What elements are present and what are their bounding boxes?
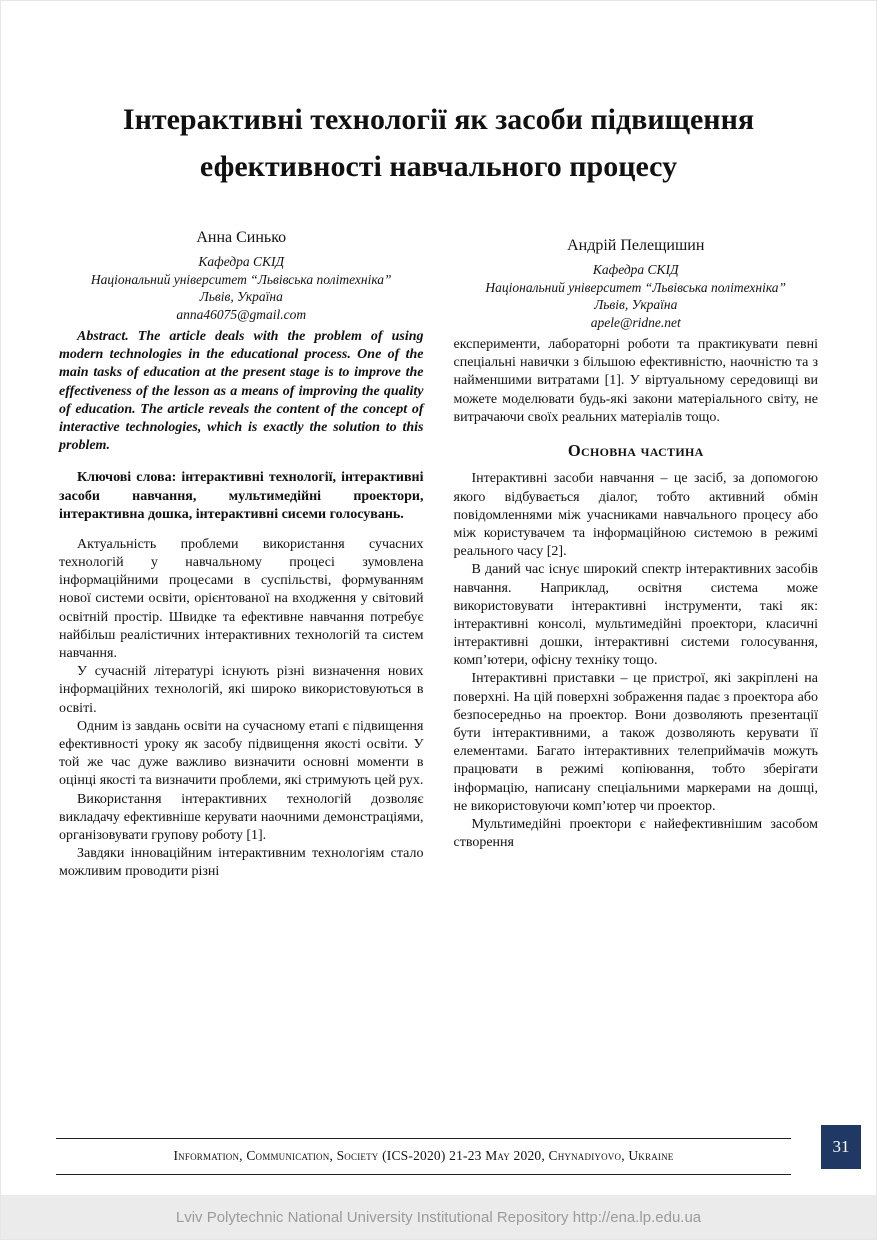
author-name-right: Андрій Пелещишин: [567, 237, 705, 254]
repository-text: Lviv Polytechnic National University Institutional Repository http://ena.lp.edu.ua: [175, 1208, 702, 1226]
author-email-right: apele@ridne.net: [590, 315, 681, 331]
author-email-left: anna46075@gmail.com: [176, 307, 307, 323]
author-university-right: Національний університет “Львівська політехніка”: [485, 279, 787, 295]
body-paragraph: Завдяки інноваційним інтерактивним технологіям стало можливим проводити різні: [59, 846, 424, 880]
section-heading: Основна частина: [567, 440, 704, 460]
author-city-left: Львів, Україна: [199, 289, 283, 305]
keywords-paragraph: Ключові слова: інтерактивні технології, інтерактивні засоби навчання, мультимедійні проектори, інтерактивна дошка, інтерактивні сисеми голосувань.: [59, 470, 424, 522]
right-column: [454, 228, 819, 881]
author-department-right: Кафедра СКІД: [592, 261, 679, 277]
conference-info: Information, Communication, Society (ICS-2020) 21-23 May 2020, Chynadiyovo, Ukraine: [173, 1148, 674, 1163]
body-paragraph: Одним із завдань освіти на сучасному етапі є підвищення ефективності уроку як засобу підвищення якості освіти. У той же час дуже важливо визначити основні моменти в оцінці якості та визначити проблеми, які стримують цей рух.: [59, 718, 424, 789]
paper-title: Інтерактивні технології як засоби підвищення ефективності навчального процесу: [122, 103, 755, 183]
abstract-paragraph: Abstract. The article deals with the problem of using modern technologies in the educational process. One of the main tasks of education at the present stage is to improve the effectiveness of the lesson as a means of improving the quality of education. The article reveals the content of the concept of interactive technologies, which is exactly the solution to this problem.: [59, 329, 424, 454]
repository-bar: [1, 1195, 876, 1239]
author-name-left: Анна Синько: [196, 229, 287, 246]
continuation-paragraph: експерименти, лабораторні роботи та практикувати певні спеціальні навички з більшою ефективністю, наочністю та з найменшими витратами [1]. У віртуальному середовищі ви можете моделювати будь-які закони матеріального світу, не витрачаючи своїх реальних матеріалів тощо.: [453, 337, 818, 425]
body-paragraph: Мультимедійні проектори є найефективнішим засобом створення: [453, 816, 818, 851]
page-number-box: [821, 1125, 861, 1169]
body-paragraph: Інтерактивні засоби навчання – це засіб, за допомогою якого відбувається діалог, тобто активний обмін повідомленнями між учасниками навчального процесу або між користувачем та інформаційною системою в режимі реального часу [2].: [453, 471, 818, 560]
body-paragraph: У сучасній літературі існують різні визначення нових інформаційних технологій, які широко використовуються в освіті.: [59, 664, 424, 716]
footer-conference-band: [56, 1138, 791, 1175]
author-city-right: Львів, Україна: [594, 297, 678, 313]
body-paragraph: В даний час існує широкий спектр інтерактивних засобів навчання. Наприклад, освітня система може використовувати інтерактивні інструменти, такі як: інтерактивні консолі, мультимедійні проектори, класичні інтерактивні дошки, інтерактивні системи голосування, комп’ютери, офісну техніку тощо.: [453, 562, 818, 669]
body-paragraph: Актуальність проблеми використання сучасних технологій у навчальному процесі зумовлена інформаційними процесами в суспільстві, формуванням нової системи освіти, орієнтованої на входження у світовий освітній простір. Швидке та ефективне навчання потребує найбільш реалістичних інтерактивних технологій та систем навчання.: [59, 536, 424, 662]
body-paragraph: Інтерактивні приставки – це пристрої, які закріплені на поверхні. На цій поверхні зображення падає з проектора або безпосередньо на проектор. Вони дозволяють презентації бути інтерактивними, а також дозволяють керувати її елементами. Багато інтерактивних телеприймачів можуть працювати в режимі копіювання, тобто зберігати інформацію, написану спеціальними маркерами на дошці, не використовуючи комп’ютер чи проектор.: [453, 671, 818, 814]
author-block-right: [454, 228, 819, 332]
two-column-layout: [1, 228, 876, 881]
author-block-left: [59, 228, 424, 324]
author-university-left: Національний університет “Львівська політехніка”: [90, 271, 392, 287]
left-column: [59, 228, 424, 881]
page-number: 31: [832, 1137, 850, 1156]
body-paragraph: Використання інтерактивних технологій дозволяє викладачу ефективніше керувати наочними демонстраціями, організовувати групову роботу [1].: [59, 791, 424, 843]
author-department-left: Кафедра СКІД: [198, 253, 285, 269]
